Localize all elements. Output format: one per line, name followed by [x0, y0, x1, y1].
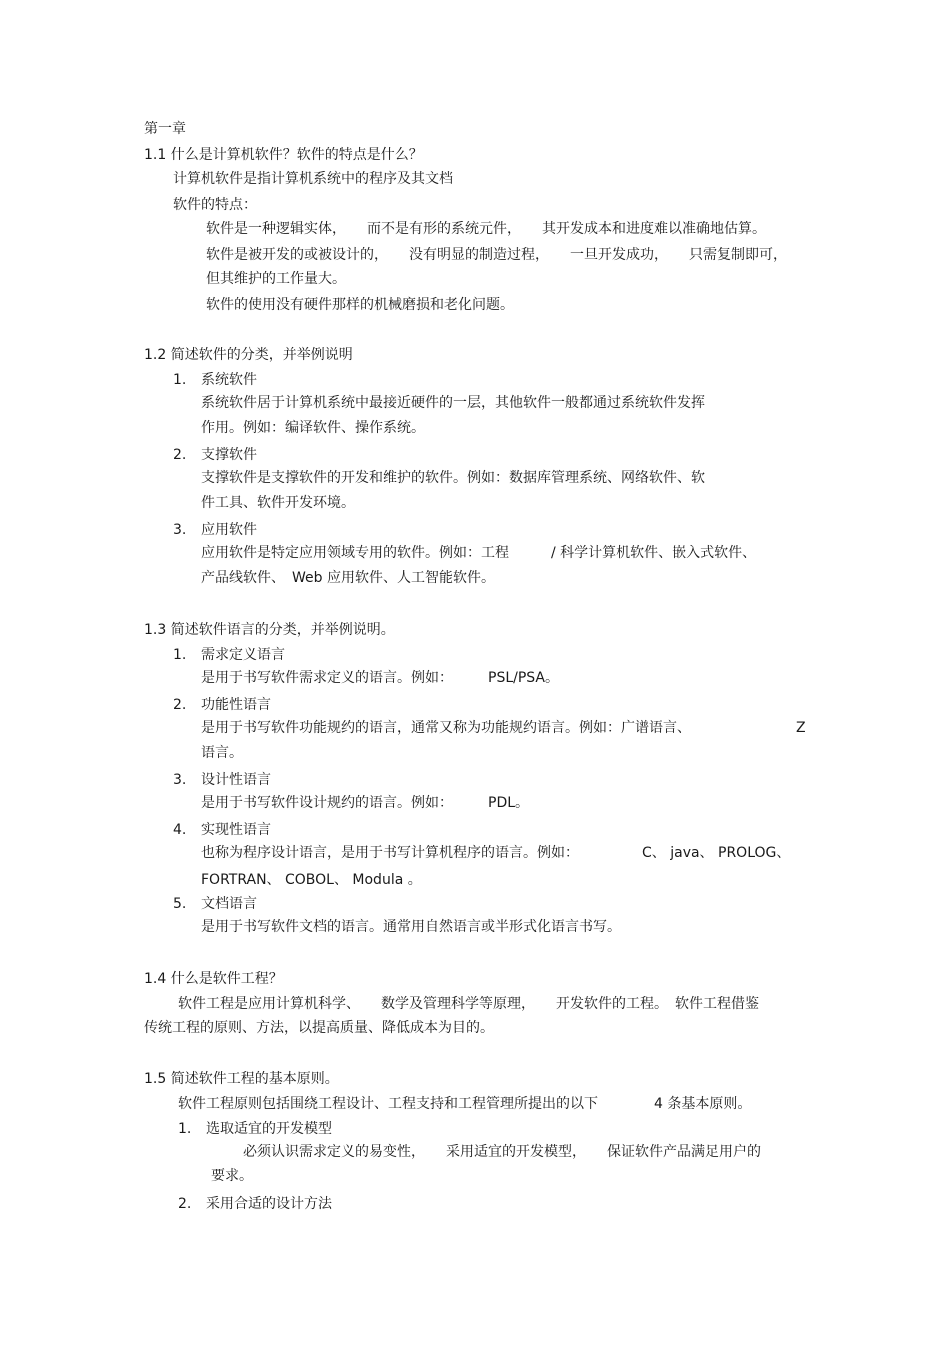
list-item-number: 2. — [173, 697, 187, 713]
list-item-text: 是用于书写软件设计规约的语言。例如： PDL。 — [201, 795, 530, 811]
list-item-text: 要求。 — [211, 1168, 253, 1184]
list-item-number: 3. — [173, 772, 187, 788]
list-item-text: 应用软件是特定应用领域专用的软件。例如：工程 / 科学计算机软件、嵌入式软件、 — [201, 545, 757, 561]
section-1-5-heading: 1.5 简述软件工程的基本原则。 — [144, 1071, 339, 1087]
list-item-text: 支撑软件是支撑软件的开发和维护的软件。例如：数据库管理系统、网络软件、软 — [201, 470, 705, 486]
list-item-title: 设计性语言 — [201, 772, 271, 788]
list-item-title: 选取适宜的开发模型 — [206, 1121, 332, 1137]
list-item-title: 系统软件 — [201, 372, 257, 388]
list-item-number: 1. — [173, 647, 187, 663]
list-item-text: 作用。例如：编译软件、操作系统。 — [201, 420, 425, 436]
list-item-title: 应用软件 — [201, 522, 257, 538]
list-item-title: 需求定义语言 — [201, 647, 285, 663]
software-definition: 计算机软件是指计算机系统中的程序及其文档 — [173, 171, 453, 187]
list-item-title: 采用合适的设计方法 — [206, 1196, 332, 1212]
list-item-number: 2. — [178, 1196, 192, 1212]
list-item-text: 必须认识需求定义的易变性， 采用适宜的开发模型， 保证软件产品满足用户的 — [243, 1144, 761, 1160]
list-item-text: 是用于书写软件文档的语言。通常用自然语言或半形式化语言书写。 — [201, 919, 621, 935]
list-item-number: 1. — [173, 372, 187, 388]
feature-3: 软件的使用没有硬件那样的机械磨损和老化问题。 — [206, 297, 514, 313]
section-1-3-heading: 1.3 简述软件语言的分类，并举例说明。 — [144, 622, 395, 638]
features-label: 软件的特点： — [173, 197, 257, 213]
list-item-text: FORTRAN、 COBOL、 Modula 。 — [201, 872, 422, 888]
list-item-text: 是用于书写软件需求定义的语言。例如： PSL/PSA。 — [201, 670, 560, 686]
list-item-text: 语言。 — [201, 745, 243, 761]
list-item-title: 功能性语言 — [201, 697, 271, 713]
feature-2-line-1: 软件是被开发的或被设计的， 没有明显的制造过程， 一旦开发成功， 只需复制即可， — [206, 247, 787, 263]
paragraph-line: 软件工程是应用计算机科学、 数学及管理科学等原理， 开发软件的工程。 软件工程借鉴 — [178, 996, 759, 1012]
list-item-number: 3. — [173, 522, 187, 538]
feature-2-line-2: 但其维护的工作量大。 — [206, 271, 346, 287]
section-1-4-heading: 1.4 什么是软件工程？ — [144, 971, 283, 987]
list-item-title: 支撑软件 — [201, 447, 257, 463]
list-item-number: 2. — [173, 447, 187, 463]
feature-1: 软件是一种逻辑实体， 而不是有形的系统元件， 其开发成本和进度难以准确地估算。 — [206, 221, 766, 237]
list-item-text: 产品线软件、 Web 应用软件、人工智能软件。 — [201, 570, 495, 586]
list-item-number: 5. — [173, 896, 187, 912]
chapter-title: 第一章 — [144, 121, 186, 137]
list-item-number: 1. — [178, 1121, 192, 1137]
section-1-1-heading: 1.1 什么是计算机软件？软件的特点是什么？ — [144, 147, 423, 163]
paragraph-line: 软件工程原则包括围绕工程设计、工程支持和工程管理所提出的以下 4 条基本原则。 — [178, 1096, 752, 1112]
list-item-text: 系统软件居于计算机系统中最接近硬件的一层，其他软件一般都通过系统软件发挥 — [201, 395, 705, 411]
section-1-2-heading: 1.2 简述软件的分类，并举例说明 — [144, 347, 353, 363]
list-item-text: 也称为程序设计语言，是用于书写计算机程序的语言。例如： C、 java、 PROLOG、 — [201, 845, 791, 861]
list-item-number: 4. — [173, 822, 187, 838]
list-item-text: 是用于书写软件功能规约的语言，通常又称为功能规约语言。例如：广谱语言、 Z — [201, 720, 806, 736]
list-item-title: 文档语言 — [201, 896, 257, 912]
paragraph-line: 传统工程的原则、方法，以提高质量、降低成本为目的。 — [144, 1020, 494, 1036]
list-item-text: 件工具、软件开发环境。 — [201, 495, 355, 511]
list-item-title: 实现性语言 — [201, 822, 271, 838]
